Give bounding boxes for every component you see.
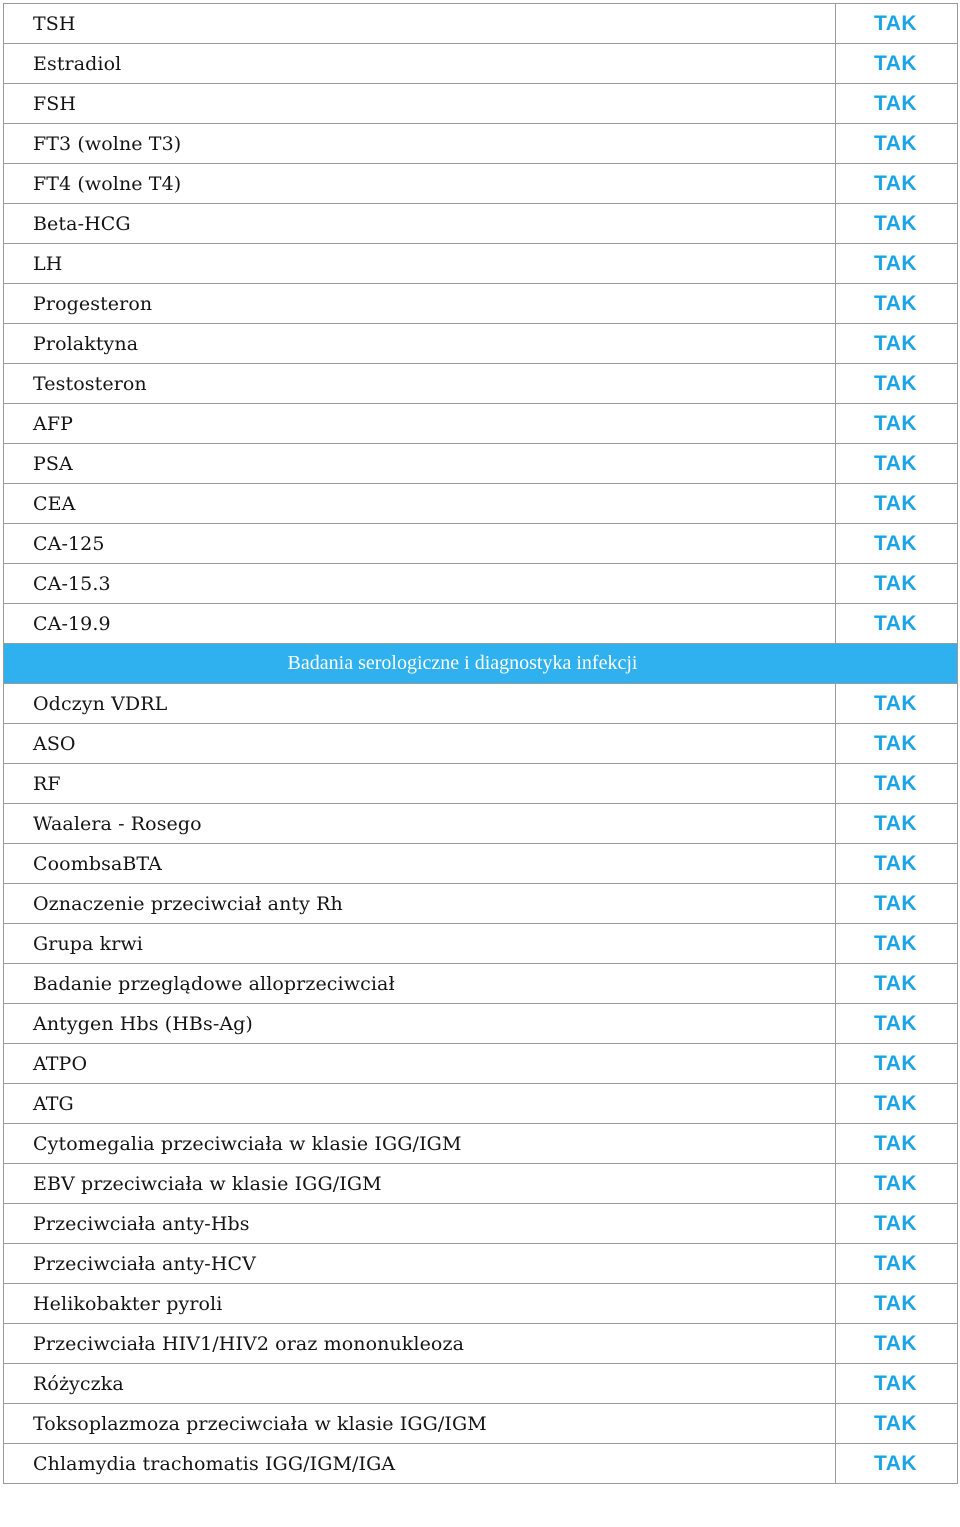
availability-cell	[836, 604, 958, 644]
availability-cell	[836, 1244, 958, 1284]
test-name-cell: CA-19.9	[4, 604, 836, 644]
availability-cell	[836, 804, 958, 844]
availability-cell	[836, 924, 958, 964]
table-row	[4, 1404, 958, 1444]
test-name-cell: LH	[4, 244, 836, 284]
availability-cell	[836, 884, 958, 924]
availability-cell	[836, 564, 958, 604]
availability-cell	[836, 764, 958, 804]
availability-value: TAK	[874, 211, 918, 235]
test-name-cell: FT4 (wolne T4)	[4, 164, 836, 204]
table-row	[4, 1244, 958, 1284]
test-name-cell: Beta-HCG	[4, 204, 836, 244]
test-name-cell: CA-125	[4, 524, 836, 564]
availability-value: TAK	[874, 611, 918, 635]
table-row	[4, 84, 958, 124]
test-name-cell: Chlamydia trachomatis IGG/IGM/IGA	[4, 1444, 836, 1484]
test-name-cell: Antygen Hbs (HBs-Ag)	[4, 1004, 836, 1044]
test-name-cell: Badanie przeglądowe alloprzeciwciał	[4, 964, 836, 1004]
table-row	[4, 244, 958, 284]
availability-cell	[836, 1364, 958, 1404]
availability-value: TAK	[874, 891, 918, 915]
availability-cell	[836, 1164, 958, 1204]
availability-value: TAK	[874, 931, 918, 955]
availability-value: TAK	[874, 1011, 918, 1035]
availability-value: TAK	[874, 491, 918, 515]
availability-value: TAK	[874, 771, 918, 795]
test-name-cell: TSH	[4, 4, 836, 44]
availability-cell	[836, 84, 958, 124]
table-row	[4, 804, 958, 844]
table-row	[4, 1164, 958, 1204]
availability-value: TAK	[874, 971, 918, 995]
table-row	[4, 124, 958, 164]
test-name-cell: EBV przeciwciała w klasie IGG/IGM	[4, 1164, 836, 1204]
section-title: Badania serologiczne i diagnostyka infekcji	[287, 652, 638, 674]
table-row	[4, 1324, 958, 1364]
test-name-cell: Prolaktyna	[4, 324, 836, 364]
availability-cell	[836, 124, 958, 164]
tests-table	[3, 3, 958, 1484]
table-row	[4, 884, 958, 924]
table-row	[4, 564, 958, 604]
availability-value: TAK	[874, 11, 918, 35]
availability-cell	[836, 484, 958, 524]
table-row	[4, 604, 958, 644]
test-name-cell: CA-15.3	[4, 564, 836, 604]
availability-cell	[836, 404, 958, 444]
table-row	[4, 164, 958, 204]
test-name-cell: Przeciwciała anty-HCV	[4, 1244, 836, 1284]
availability-cell	[836, 364, 958, 404]
availability-value: TAK	[874, 1171, 918, 1195]
test-name-cell: CoombsaBTA	[4, 844, 836, 884]
test-name-cell: FSH	[4, 84, 836, 124]
table-row	[4, 1444, 958, 1484]
test-name-cell: Waalera - Rosego	[4, 804, 836, 844]
table-row	[4, 404, 958, 444]
availability-cell	[836, 1404, 958, 1444]
section-header-row	[4, 644, 958, 684]
availability-cell	[836, 964, 958, 1004]
availability-cell	[836, 1444, 958, 1484]
availability-value: TAK	[874, 411, 918, 435]
availability-value: TAK	[874, 371, 918, 395]
test-name-cell: Przeciwciała anty-Hbs	[4, 1204, 836, 1244]
availability-cell	[836, 1044, 958, 1084]
availability-value: TAK	[874, 1291, 918, 1315]
test-name-cell: Grupa krwi	[4, 924, 836, 964]
availability-value: TAK	[874, 331, 918, 355]
table-row	[4, 524, 958, 564]
availability-cell	[836, 244, 958, 284]
availability-cell	[836, 164, 958, 204]
test-name-cell: PSA	[4, 444, 836, 484]
test-name-cell: Estradiol	[4, 44, 836, 84]
availability-value: TAK	[874, 1051, 918, 1075]
availability-value: TAK	[874, 291, 918, 315]
test-name-cell: Odczyn VDRL	[4, 684, 836, 724]
table-row	[4, 204, 958, 244]
availability-cell	[836, 1004, 958, 1044]
availability-value: TAK	[874, 1251, 918, 1275]
test-name-cell: Oznaczenie przeciwciał anty Rh	[4, 884, 836, 924]
table-row	[4, 444, 958, 484]
availability-value: TAK	[874, 731, 918, 755]
availability-value: TAK	[874, 131, 918, 155]
test-name-cell: FT3 (wolne T3)	[4, 124, 836, 164]
test-name-cell: Cytomegalia przeciwciała w klasie IGG/IGM	[4, 1124, 836, 1164]
test-name-cell: ATPO	[4, 1044, 836, 1084]
table-row	[4, 364, 958, 404]
availability-cell	[836, 524, 958, 564]
table-row	[4, 1004, 958, 1044]
availability-value: TAK	[874, 171, 918, 195]
table-row	[4, 1204, 958, 1244]
test-name-cell: Toksoplazmoza przeciwciała w klasie IGG/IGM	[4, 1404, 836, 1444]
table-row	[4, 324, 958, 364]
availability-value: TAK	[874, 1331, 918, 1355]
table-row	[4, 484, 958, 524]
availability-value: TAK	[874, 691, 918, 715]
availability-cell	[836, 844, 958, 884]
availability-cell	[836, 1284, 958, 1324]
availability-cell	[836, 204, 958, 244]
table-row	[4, 284, 958, 324]
test-name-cell: ASO	[4, 724, 836, 764]
table-row	[4, 964, 958, 1004]
test-name-cell: Różyczka	[4, 1364, 836, 1404]
test-name-cell: CEA	[4, 484, 836, 524]
availability-value: TAK	[874, 1091, 918, 1115]
availability-value: TAK	[874, 1131, 918, 1155]
availability-value: TAK	[874, 251, 918, 275]
table-row	[4, 1364, 958, 1404]
availability-cell	[836, 1204, 958, 1244]
test-name-cell: ATG	[4, 1084, 836, 1124]
table-row	[4, 684, 958, 724]
test-name-cell: RF	[4, 764, 836, 804]
availability-cell	[836, 44, 958, 84]
availability-cell	[836, 1324, 958, 1364]
test-name-cell: Przeciwciała HIV1/HIV2 oraz mononukleoza	[4, 1324, 836, 1364]
availability-value: TAK	[874, 51, 918, 75]
table-row	[4, 764, 958, 804]
test-name-cell: AFP	[4, 404, 836, 444]
table-row	[4, 4, 958, 44]
availability-value: TAK	[874, 91, 918, 115]
availability-value: TAK	[874, 811, 918, 835]
table-row	[4, 724, 958, 764]
availability-value: TAK	[874, 1211, 918, 1235]
availability-value: TAK	[874, 1371, 918, 1395]
tests-table-body	[4, 4, 958, 1484]
availability-value: TAK	[874, 1411, 918, 1435]
table-row	[4, 1284, 958, 1324]
availability-cell	[836, 684, 958, 724]
availability-cell	[836, 724, 958, 764]
availability-cell	[836, 4, 958, 44]
availability-cell	[836, 444, 958, 484]
test-name-cell: Testosteron	[4, 364, 836, 404]
availability-value: TAK	[874, 451, 918, 475]
test-name-cell: Helikobakter pyroli	[4, 1284, 836, 1324]
table-row	[4, 924, 958, 964]
availability-value: TAK	[874, 531, 918, 555]
section-header-cell	[4, 644, 958, 684]
availability-cell	[836, 324, 958, 364]
table-row	[4, 844, 958, 884]
table-row	[4, 1124, 958, 1164]
availability-cell	[836, 284, 958, 324]
availability-cell	[836, 1084, 958, 1124]
test-name-cell: Progesteron	[4, 284, 836, 324]
table-row	[4, 1044, 958, 1084]
availability-value: TAK	[874, 1451, 918, 1475]
table-row	[4, 44, 958, 84]
availability-value: TAK	[874, 571, 918, 595]
availability-value: TAK	[874, 851, 918, 875]
availability-cell	[836, 1124, 958, 1164]
table-row	[4, 1084, 958, 1124]
